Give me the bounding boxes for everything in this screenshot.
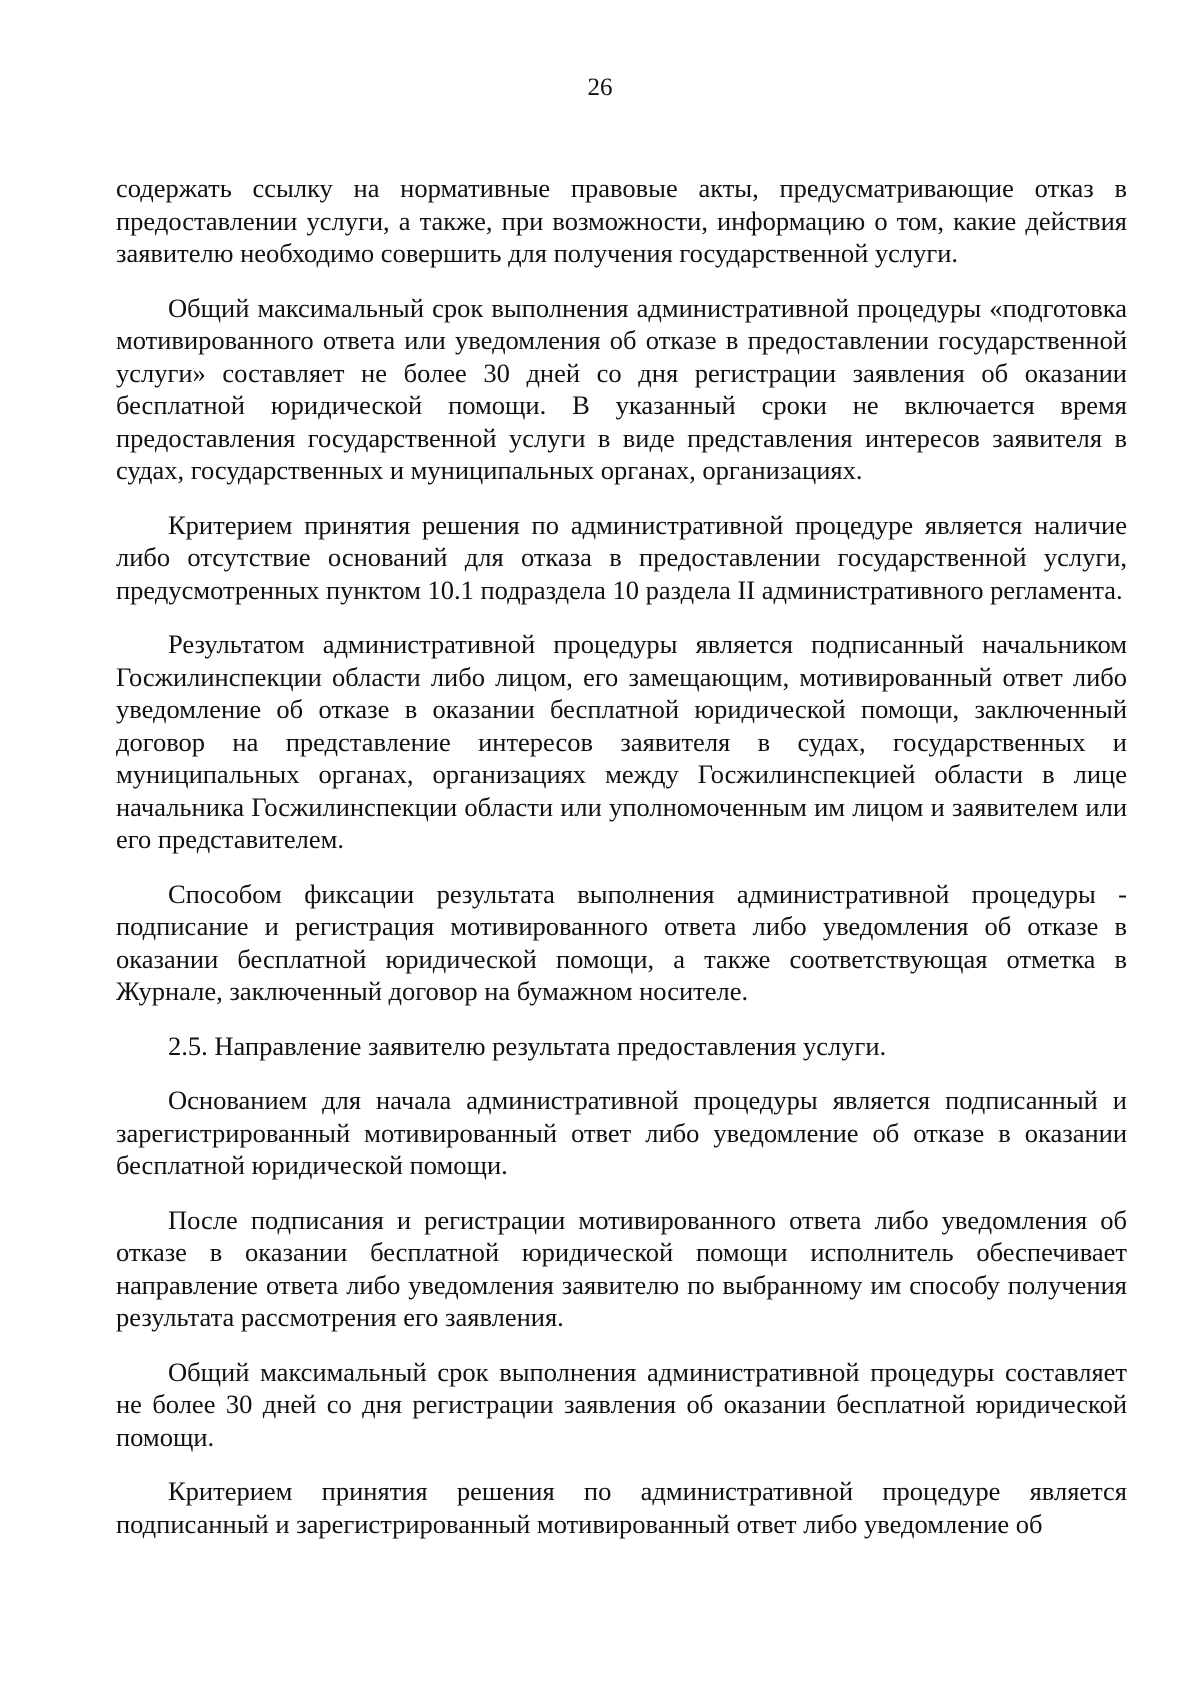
paragraph-decision-criterion-delivery: Критерием принятия решения по административной процедуре является подписанный и зарегистрированный мотивированный ответ либо уведомление об	[116, 1476, 1127, 1539]
paragraph-decision-criterion: Критерием принятия решения по административной процедуре является наличие либо отсутствие оснований для отказа в предоставлении государственной услуги, предусмотренных пунктом 10.1 подраздела 10 раздела II административного регламента.	[116, 509, 1127, 605]
paragraph-fixation-method: Способом фиксации результата выполнения административной процедуры - подписание и регистрация мотивированного ответа либо уведомления об отказе в оказании бесплатной юридической помощи, а также соответствующая отметка в Журнале, заключенный договор на бумажном носителе.	[116, 878, 1127, 1006]
document-body	[116, 172, 1127, 1562]
paragraph-procedure-basis: Основанием для начала административной процедуры является подписанный и зарегистрированный мотивированный ответ либо уведомление об отказе в оказании бесплатной юридической помощи.	[116, 1085, 1127, 1180]
paragraph-after-signing: После подписания и регистрации мотивированного ответа либо уведомления об отказе в оказании бесплатной юридической помощи исполнитель обеспечивает направление ответа либо уведомления заявителю по выбранному им способу получения результата рассмотрения его заявления.	[116, 1204, 1127, 1332]
paragraph-max-term-delivery: Общий максимальный срок выполнения административной процедуры составляет не более 30 дней со дня регистрации заявления об оказании бесплатной юридической помощи.	[116, 1356, 1127, 1452]
section-heading-2-5: 2.5. Направление заявителю результата предоставления услуги.	[168, 1030, 887, 1061]
paragraph-procedure-result: Результатом административной процедуры является подписанный начальником Госжилинспекции области либо лицом, его замещающим, мотивированный ответ либо уведомление об отказе в оказании бесплатной юридической помощи, заключенный договор на представление интересов заявителя в судах, государственных и муниципальных органах, организациях между Госжилинспекцией области в лице начальника Госжилинспекции области или уполномоченным им лицом и заявителем или его представителем.	[116, 629, 1127, 854]
page-number: 26	[587, 74, 613, 101]
paragraph-max-term-preparation: Общий максимальный срок выполнения административной процедуры «подготовка мотивированного ответа или уведомления об отказе в предоставлении государственной услуги» составляет не более 30 дней со дня регистрации заявления об оказании бесплатной юридической помощи. В указанный сроки не включается время предоставления государственной услуги в виде представления интересов заявителя в судах, государственных и муниципальных органах, организациях.	[116, 292, 1127, 485]
paragraph-continuation: содержать ссылку на нормативные правовые акты, предусматривающие отказ в предоставлении услуги, а также, при возможности, информацию о том, какие действия заявителю необходимо совершить для получения государственной услуги.	[116, 173, 1127, 268]
